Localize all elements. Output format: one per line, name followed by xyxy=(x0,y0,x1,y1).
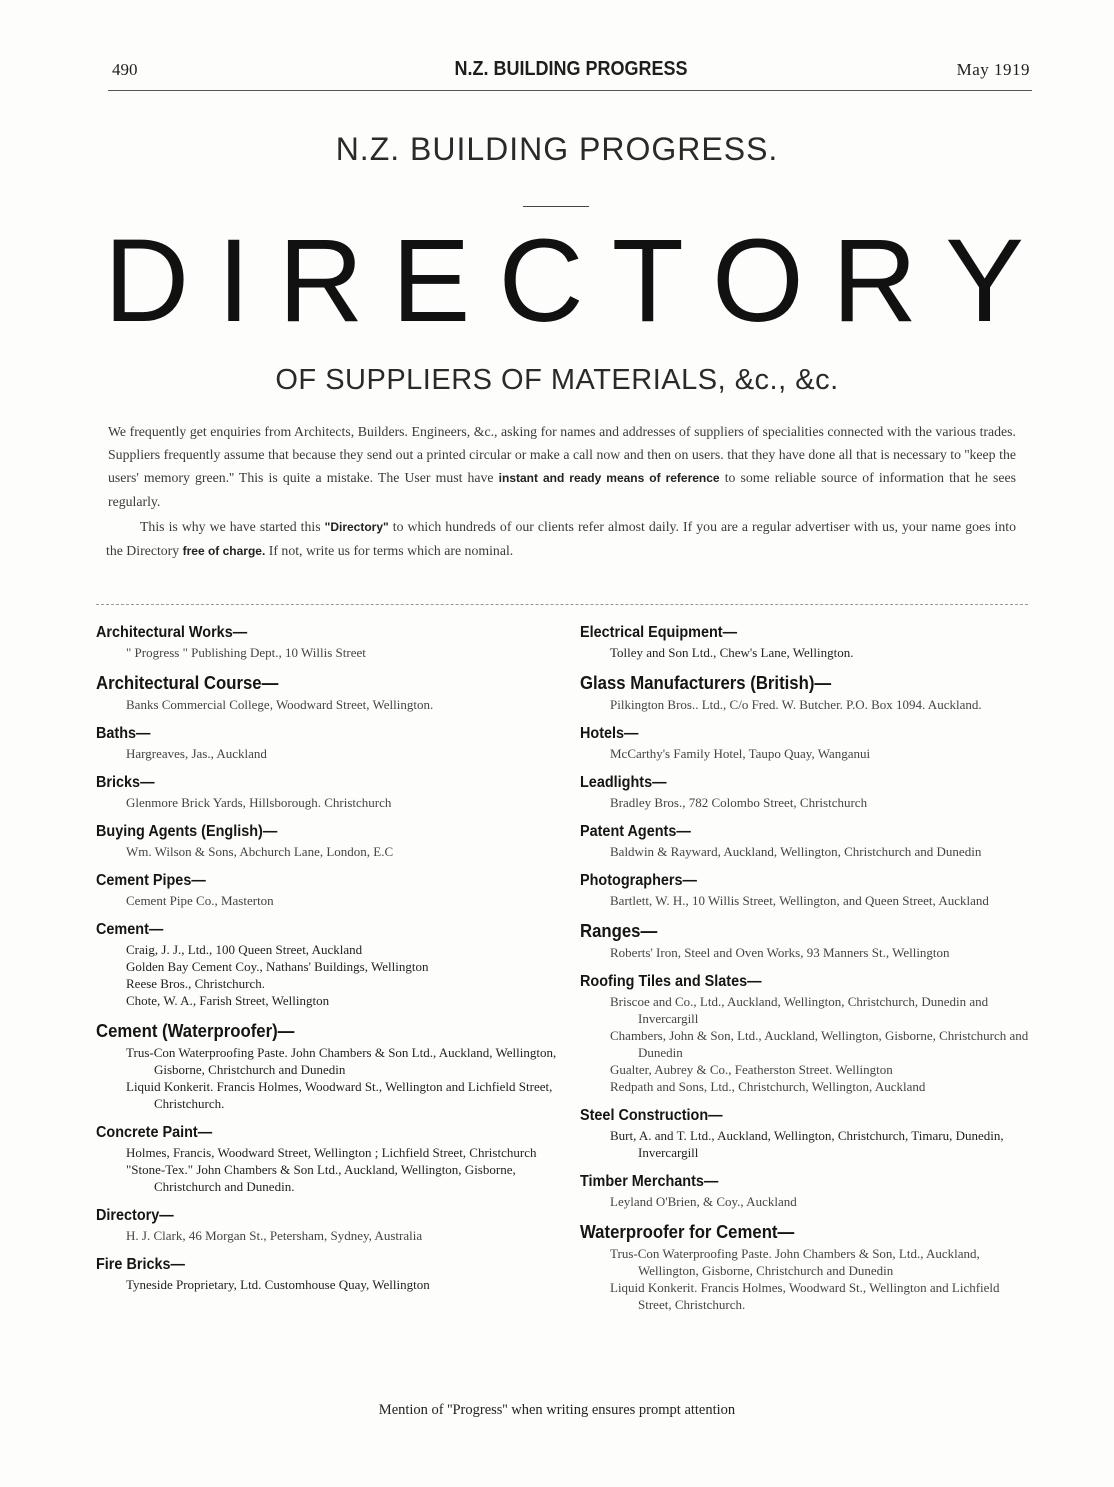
directory-letter: T xyxy=(611,215,684,347)
directory-entry: Briscoe and Co., Ltd., Auckland, Wellington, Christchurch, Dunedin and Invercargill xyxy=(610,994,989,1026)
category-heading: Fire Bricks— xyxy=(96,1256,185,1273)
category-heading: Steel Construction— xyxy=(580,1107,723,1124)
directory-right-column xyxy=(580,618,1035,1313)
category-heading: Photographers— xyxy=(580,872,697,889)
directory-entry: Trus-Con Waterproofing Paste. John Chambers & Son Ltd., Auckland, Wellington, Gisborne, Christchurch and Dunedin xyxy=(126,1045,557,1077)
directory-entry: Wm. Wilson & Sons, Abchurch Lane, London, E.C xyxy=(126,844,394,859)
directory-entry: Tyneside Proprietary, Ltd. Customhouse Quay, Wellington xyxy=(126,1277,430,1292)
running-title: N.Z. BUILDING PROGRESS xyxy=(454,58,688,80)
intro-text-run: to which hundreds of our clients refer almost daily. If you are a regular advertiser with us, your name goes into the Directory xyxy=(106,519,1016,558)
directory-entry: Baldwin & Rayward, Auckland, Wellington, Christchurch and Dunedin xyxy=(610,844,982,859)
category-heading: Patent Agents— xyxy=(580,823,691,840)
intro-emphasis: free of charge. xyxy=(182,544,266,558)
category-heading: Directory— xyxy=(96,1207,174,1224)
directory-entry: Gualter, Aubrey & Co., Featherston Street. Wellington xyxy=(610,1062,893,1077)
directory-entry: Banks Commercial College, Woodward Street, Wellington. xyxy=(126,697,434,712)
intro-text-run: This is why we have started this xyxy=(140,519,321,534)
directory-letter: C xyxy=(498,215,584,347)
directory-entry: Burt, A. and T. Ltd., Auckland, Wellington, Christchurch, Timaru, Dunedin, Invercargill xyxy=(610,1128,1004,1160)
directory-entry: Leyland O'Brien, & Coy., Auckland xyxy=(610,1194,797,1209)
directory-letter: R xyxy=(831,215,918,347)
running-header xyxy=(112,60,1030,84)
intro-text xyxy=(108,420,1016,563)
intro-text-run: We frequently get enquiries from Architects, Builders. Engineers, &c., asking for names and addresses of suppliers of specialities connected with the various trades. Suppliers frequently assume that because they send out a printed circular or make a call now and then on users. that they have done all that is necessary to ''keep the users' memory green.'' This is quite a mistake. The User must have xyxy=(108,424,1016,485)
directory-letter: E xyxy=(391,215,471,347)
category-heading: Electrical Equipment— xyxy=(580,624,738,641)
directory-letter: Y xyxy=(945,215,1024,347)
intro-text-run: If not, write us for terms which are nominal. xyxy=(268,543,514,558)
directory-entry: Roberts' Iron, Steel and Oven Works, 93 Manners St., Wellington xyxy=(610,945,950,960)
directory-entry: Chote, W. A., Farish Street, Wellington xyxy=(126,993,330,1008)
directory-entry: Reese Bros., Christchurch. xyxy=(126,976,266,991)
directory-entry: Redpath and Sons, Ltd., Christchurch, Wellington, Auckland xyxy=(610,1079,926,1094)
category-heading: Architectural Works— xyxy=(96,624,248,641)
directory-entry: Bartlett, W. H., 10 Willis Street, Wellington, and Queen Street, Auckland xyxy=(610,893,989,908)
category-heading: Cement (Waterproofer)— xyxy=(96,1021,295,1041)
category-heading: Glass Manufacturers (British)— xyxy=(580,673,832,693)
directory-entry: McCarthy's Family Hotel, Taupo Quay, Wanganui xyxy=(610,746,871,761)
page-number: 490 xyxy=(112,60,138,79)
intro-text-run: to some reliable source of information that he sees regularly. xyxy=(108,470,1016,509)
directory-entry: Bradley Bros., 782 Colombo Street, Christchurch xyxy=(610,795,868,810)
directory-entry: Trus-Con Waterproofing Paste. John Chambers & Son, Ltd., Auckland, Wellington, Gisborne, Christchurch and Dunedin xyxy=(610,1246,980,1278)
section-rule xyxy=(96,604,1028,605)
category-heading: Timber Merchants— xyxy=(580,1173,719,1190)
directory-letter: D xyxy=(104,215,190,347)
masthead: N.Z. BUILDING PROGRESS. xyxy=(335,131,779,167)
category-heading: Bricks— xyxy=(96,774,155,791)
directory-heading xyxy=(104,215,1024,347)
subtitle: OF SUPPLIERS OF MATERIALS, &c., &c. xyxy=(275,364,839,396)
directory-entry: Tolley and Son Ltd., Chew's Lane, Wellington. xyxy=(610,645,854,660)
category-heading: Cement Pipes— xyxy=(96,872,206,889)
category-heading: Buying Agents (English)— xyxy=(96,823,278,840)
directory-entry: Holmes, Francis, Woodward Street, Wellington ; Lichfield Street, Christchurch xyxy=(126,1145,537,1160)
category-heading: Concrete Paint— xyxy=(96,1124,213,1141)
directory-entry: Pilkington Bros.. Ltd., C/o Fred. W. Butcher. P.O. Box 1094. Auckland. xyxy=(610,697,982,712)
category-heading: Leadlights— xyxy=(580,774,667,791)
directory-entry: " Progress " Publishing Dept., 10 Willis Street xyxy=(126,645,366,660)
category-heading: Roofing Tiles and Slates— xyxy=(580,973,762,990)
directory-entry: Hargreaves, Jas., Auckland xyxy=(126,746,267,761)
directory-entry: Cement Pipe Co., Masterton xyxy=(126,893,274,908)
intro-emphasis: instant and ready means of reference xyxy=(498,471,720,485)
category-heading: Waterproofer for Cement— xyxy=(580,1222,795,1242)
directory-entry: Golden Bay Cement Coy., Nathans' Buildings, Wellington xyxy=(126,959,429,974)
directory-letter: I xyxy=(217,215,251,347)
intro-paragraph xyxy=(106,515,1016,563)
masthead-rule xyxy=(523,206,589,207)
category-heading: Hotels— xyxy=(580,725,639,742)
intro-paragraph xyxy=(108,420,1016,513)
directory-entry: Chambers, John & Son, Ltd., Auckland, Wellington, Gisborne, Christchurch and Dunedin xyxy=(610,1028,1029,1060)
header-rule xyxy=(108,90,1032,91)
intro-emphasis: "Directory" xyxy=(324,520,389,534)
directory-letter: O xyxy=(712,215,804,347)
directory-entry: Craig, J. J., Ltd., 100 Queen Street, Auckland xyxy=(126,942,363,957)
category-heading: Architectural Course— xyxy=(96,673,279,693)
directory-letter: R xyxy=(278,215,364,347)
footer-note: Mention of ''Progress'' when writing ensures prompt attention xyxy=(378,1402,736,1418)
issue-date: May 1919 xyxy=(956,60,1030,79)
directory-entry: Glenmore Brick Yards, Hillsborough. Christchurch xyxy=(126,795,392,810)
directory-left-column xyxy=(96,618,564,1293)
category-heading: Ranges— xyxy=(580,921,658,941)
directory-entry: Liquid Konkerit. Francis Holmes, Woodward St., Wellington and Lichfield Street, Christchurch. xyxy=(126,1079,553,1111)
category-heading: Baths— xyxy=(96,725,151,742)
directory-entry: "Stone-Tex." John Chambers & Son Ltd., Auckland, Wellington, Gisborne, Christchurch and Dunedin. xyxy=(126,1162,516,1194)
directory-entry: H. J. Clark, 46 Morgan St., Petersham, Sydney, Australia xyxy=(126,1228,423,1243)
category-heading: Cement— xyxy=(96,921,164,938)
directory-entry: Liquid Konkerit. Francis Holmes, Woodward St., Wellington and Lichfield Street, Christchurch. xyxy=(610,1280,1000,1312)
